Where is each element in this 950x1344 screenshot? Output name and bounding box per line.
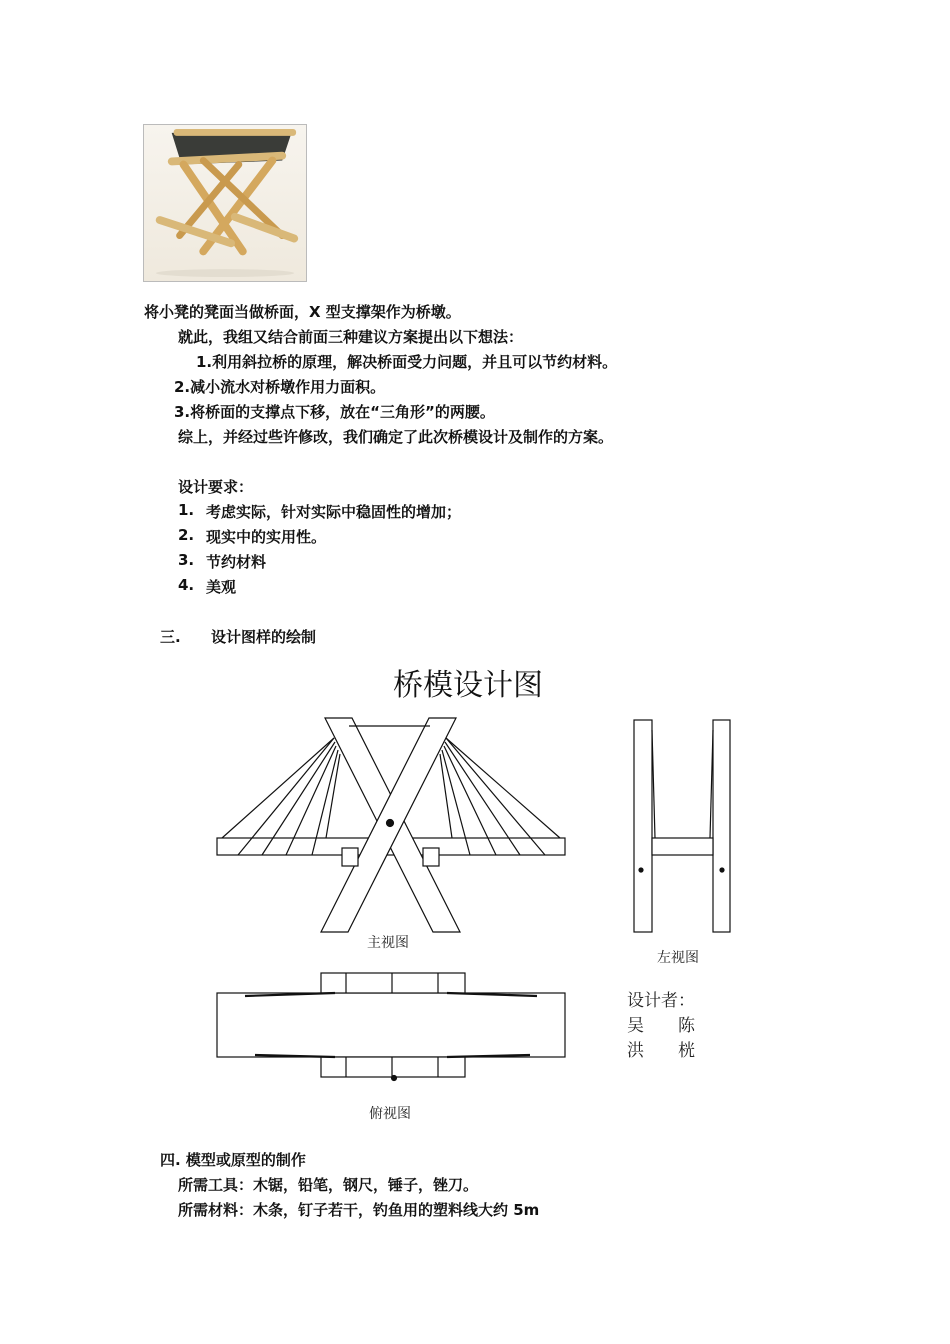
intro-line-2: 就此，我组又结合前面三种建议方案提出以下想法：	[178, 328, 524, 346]
summary-line: 综上，并经过些许修改，我们确定了此次桥模设计及制作的方案。	[178, 428, 614, 446]
requirement-text-4: 美观	[206, 578, 237, 596]
requirement-text-2: 现实中的实用性。	[206, 528, 327, 546]
requirement-text-3: 节约材料	[206, 553, 267, 571]
left-view-caption: 左视图	[657, 950, 699, 966]
requirement-num-3: 3.	[178, 551, 195, 569]
tools-line: 所需工具：木锯，铅笔，钢尺，锤子，锉刀。	[178, 1176, 479, 1194]
idea-3: 3.将桥面的支撑点下移，放在“三角形”的两腰。	[174, 403, 495, 421]
idea-1: 1.利用斜拉桥的原理，解决桥面受力问题，并且可以节约材料。	[196, 353, 618, 371]
requirements-heading: 设计要求：	[178, 478, 254, 496]
requirement-num-2: 2.	[178, 526, 195, 544]
intro-line-1: 将小凳的凳面当做桥面，X 型支撑架作为桥墩。	[144, 303, 461, 321]
designer-names-row-1: 吴 陈	[627, 1016, 695, 1036]
section-3-title: 设计图样的绘制	[211, 628, 317, 646]
section-4-heading: 四. 模型或原型的制作	[160, 1151, 306, 1169]
requirement-num-4: 4.	[178, 576, 195, 594]
requirement-num-1: 1.	[178, 501, 195, 519]
front-view-caption: 主视图	[367, 935, 409, 951]
idea-2: 2.减小流水对桥墩作用力面积。	[174, 378, 386, 396]
top-view	[217, 973, 565, 1081]
materials-line: 所需材料：木条，钉子若干，钓鱼用的塑料线大约 5m	[178, 1201, 540, 1219]
drawing-title: 桥模设计图	[393, 668, 543, 703]
section-3-number: 三.	[160, 628, 181, 646]
designer-label: 设计者：	[627, 991, 695, 1011]
designer-names-row-2: 洪 桄	[627, 1041, 695, 1061]
left-view	[634, 720, 730, 932]
requirement-text-1: 考虑实际，针对实际中稳固性的增加；	[206, 503, 462, 521]
top-view-caption: 俯视图	[369, 1106, 411, 1122]
front-view	[217, 718, 565, 932]
